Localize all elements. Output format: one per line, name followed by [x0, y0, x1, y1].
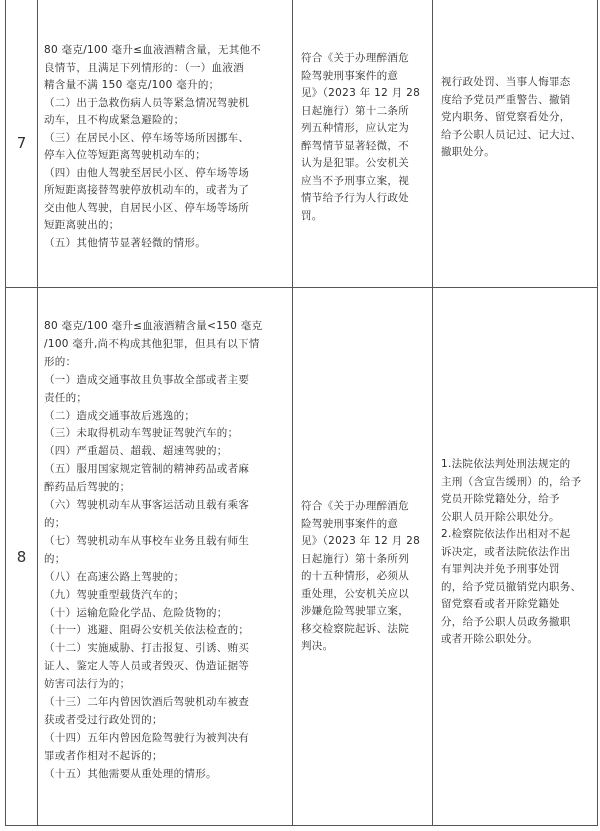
text-line: 80 毫克/100 毫升≤血液酒精含量<150 毫克 [44, 320, 263, 332]
text-line: 精含量不满 150 毫克/100 毫升的； [44, 79, 220, 91]
legal-basis-cell [293, 0, 433, 288]
text-line: 主刑（含宣告缓刑）的，给予 [441, 475, 582, 488]
text-line: （十一）逃避、阻碍公安机关依法检查的； [44, 624, 250, 637]
conditions-text [38, 288, 292, 784]
text-line: 应当不予刑事立案，视 [301, 174, 409, 187]
text-line: （二）出于急救伤病人员等紧急情况驾驶机 [44, 96, 250, 109]
text-line: 党内职务、留党察看处分， [441, 111, 571, 123]
text-line: 见》（2023 年 12 月 28 [301, 87, 421, 99]
text-line: （四）由他人驾驶至居民小区、停车场等场 [44, 166, 250, 179]
text-line: 诉决定，或者法院依法作出 [441, 545, 571, 558]
text-line: 符合《关于办理醉酒危 [301, 52, 409, 64]
text-line: 所短距离接替驾驶停放机动车的，或者为了 [44, 184, 250, 196]
text-line: 险驾驶刑事案件的意 [301, 69, 399, 82]
text-line: 动车，且不构成紧急避险的； [44, 114, 185, 126]
conditions-text [38, 0, 292, 252]
text-line: 撤职处分。 [441, 146, 495, 158]
text-line: 的，给予党员撤销党内职务、 [441, 580, 582, 593]
handling-cell [433, 288, 598, 826]
text-line: 罪或者作相对不起诉的； [44, 749, 163, 762]
text-line: （三）在居民小区、停车场等场所因挪车、 [44, 131, 250, 144]
text-line: 度给予党员严重警告、撤销 [441, 93, 571, 106]
text-line: 分，给予公职人员政务撤职 [441, 615, 571, 628]
text-line: 1.法院依法判处刑法规定的 [441, 458, 571, 470]
conditions-cell [38, 0, 293, 288]
text-line: （十二）实施威胁、打击报复、引诱、贿买 [44, 642, 250, 655]
text-line: 妨害司法行为的； [44, 678, 131, 691]
row-number: 7 [6, 0, 38, 288]
text-line: 险驾驶刑事案件的意 [301, 517, 399, 530]
text-line: 获或者受过行政处罚的； [44, 713, 163, 726]
text-line: （十三）二年内曾因饮酒后驾驶机动车被查 [44, 696, 250, 709]
text-line: （五）其他情节显著轻微的情形。 [44, 236, 206, 249]
text-line: 交由他人驾驶，自居民小区、停车场等场所 [44, 201, 250, 214]
text-line: （五）服用国家规定管制的精神药品或者麻 [44, 463, 250, 476]
text-line: 情节给予行为人行政处 [301, 192, 409, 204]
text-line: 涉嫌危险驾驶罪立案， [301, 605, 409, 617]
text-line: 留党察看或者开除党籍处 [441, 598, 560, 610]
text-line: （七）驾驶机动车从事校车业务且载有师生 [44, 534, 250, 547]
row-number: 8 [6, 288, 38, 826]
text-line: （九）驾驶重型载货汽车的； [44, 588, 185, 601]
text-line: 醉药品后驾驶的； [44, 481, 131, 494]
text-line: 罚。 [301, 209, 323, 222]
text-line: 的十五种情形，必须从 [301, 570, 409, 582]
text-line: /100 毫升,尚不构成其他犯罪，但具有以下情 [44, 337, 260, 350]
text-line: （十五）其他需要从重处理的情形。 [44, 767, 217, 780]
conditions-cell [38, 288, 293, 826]
text-line: 短距离驶出的； [44, 219, 120, 231]
text-line: （三）未取得机动车驾驶证驾驶汽车的； [44, 427, 239, 440]
text-line: 公职人员开除公职处分。 [441, 510, 560, 523]
text-line: （十四）五年内曾因危险驾驶行为被判决有 [44, 731, 250, 744]
text-line: 有罪判决并免予刑事处罚 [441, 563, 560, 575]
text-line: 移交检察院起诉、法院 [301, 622, 409, 635]
text-line: 的； [44, 516, 66, 529]
text-line: 80 毫克/100 毫升≤血液酒精含量，无其他不 [44, 44, 262, 56]
text-line: 责任的； [44, 391, 88, 404]
text-line: 党员开除党籍处分，给予 [441, 493, 560, 505]
text-line: 或者开除公职处分。 [441, 633, 539, 645]
text-line: 的； [44, 552, 66, 565]
text-line: 见》（2023 年 12 月 28 [301, 535, 421, 547]
handling-text [433, 0, 597, 162]
text-line: （一）造成交通事故且负事故全部或者主要 [44, 373, 250, 386]
text-line: 认为是犯罪。公安机关 [301, 157, 409, 169]
text-line: （二）造成交通事故后逃逸的； [44, 409, 196, 422]
text-line: 2.检察院依法作出相对不起 [441, 528, 571, 540]
legal-basis-text [293, 0, 432, 225]
handling-cell [433, 0, 598, 288]
text-line: 停车入位等短距离驾驶机动车的； [44, 149, 206, 161]
handling-text [433, 288, 597, 649]
table-row [6, 0, 598, 288]
text-line: 良情节，且满足下列情形的：（一）血液酒 [44, 61, 244, 74]
text-line: （十）运输危险化学品、危险货物的； [44, 606, 228, 619]
text-line: 醉驾情节显著轻微，不 [301, 139, 409, 152]
text-line: 形的： [44, 355, 77, 368]
text-line: （六）驾驶机动车从事客运活动且载有乘客 [44, 499, 250, 512]
text-line: 符合《关于办理醉酒危 [301, 500, 409, 512]
text-line: 给予公职人员记过、记大过、 [441, 128, 582, 141]
legal-basis-cell [293, 288, 433, 826]
text-line: 判决。 [301, 640, 334, 652]
regulation-table [5, 0, 598, 826]
legal-basis-text [293, 288, 432, 656]
text-line: （四）严重超员、超载、超速驾驶的； [44, 445, 228, 458]
text-line: 证人、鉴定人等人员或者毁灭、伪造证据等 [44, 660, 250, 673]
table-row [6, 288, 598, 826]
text-line: 日起施行）第十条所列 [301, 552, 409, 565]
text-line: （八）在高速公路上驾驶的； [44, 570, 185, 583]
text-line: 列五种情形，应认定为 [301, 122, 409, 134]
text-line: 日起施行）第十二条所 [301, 104, 409, 117]
text-line: 重处理，公安机关应以 [301, 587, 409, 600]
text-line: 视行政处罚、当事人悔罪态 [441, 76, 571, 88]
